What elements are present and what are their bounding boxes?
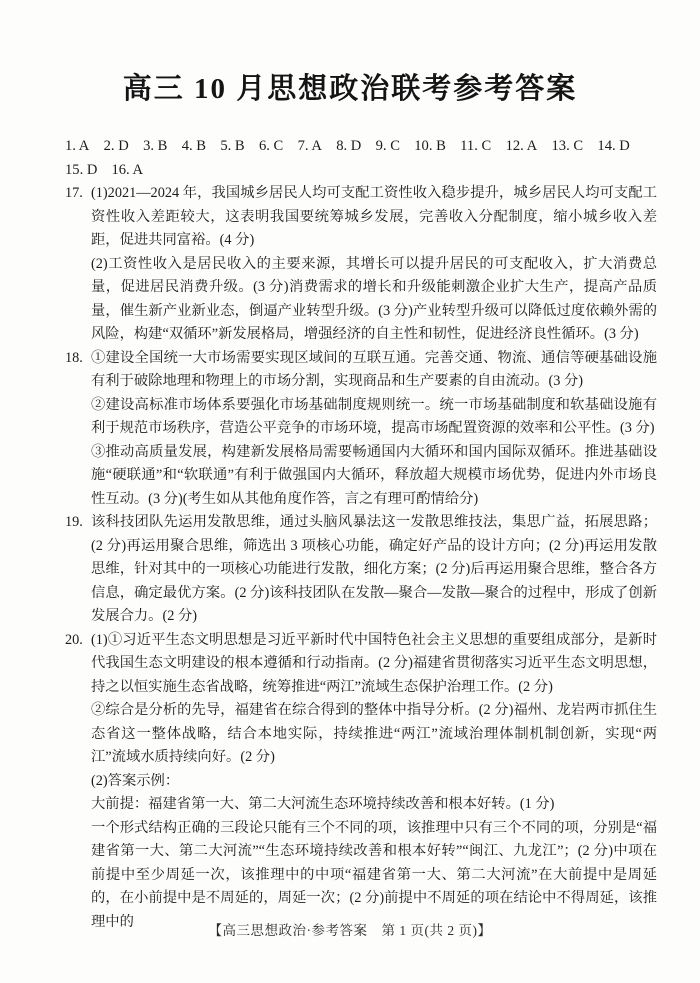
answer-item: 16. A [111,161,144,178]
question-number: 18. [65,349,83,366]
answer-paragraph: ③推动高质量发展，构建新发展格局需要畅通国内大循环和国内国际双循环。推进基础设施“硬联通”和“软联通”有利于做强国内大循环，释放超大规模市场优势，促进内外市场良性互动。(3 分)(考生如从其他角度作答，言之有理可酌情给分) [91,443,657,507]
answer-item: 5. B [220,138,245,154]
answer-paragraph: 一个形式结构正确的三段论只能有三个不同的项，该推理中只有三个不同的项，分别是“福建省第一大、第二大河流”“生态环境持续改善和根本好转”“闽江、九龙江”；(2 分)中项在前提中至少周延一次，该推理中的中项“福建省第一大、第二大河流”在大前提中是周延的，在小前提中是不周延的，周延一次；(2 分)前提中不周延的项在结论中不得周延，该推理中的 [91,819,657,930]
answer-item: 7. A [297,138,322,154]
answer-item: 3. B [143,138,168,154]
answer-paragraph: (2)答案示例： [91,772,180,789]
answer-paragraph: 大前提：福建省第一大、第二大河流生态环境持续改善和根本好转。(1 分) [91,796,555,812]
answer-paragraph: ②建设高标准市场体系要强化市场基础制度规则统一。统一市场基础制度和软基础设施有利于规范市场秩序，营造公平竞争的市场环境，提高市场配置资源的效率和公平性。(3 分) [91,396,657,436]
answer-item: 4. B [181,138,207,154]
question-18 [65,347,657,512]
answer-item: 1. A [65,138,90,154]
page-title: 高三 10 月思想政治联考参考答案 [122,73,578,105]
question-number: 19. [65,514,83,530]
answer-item: 10. B [414,138,446,154]
answer-item: 8. D [336,138,362,154]
question-number: 17. [65,185,83,201]
answer-item: 15. D [65,161,98,178]
page-footer: 【高三思想政治·参考答案 第 1 页(共 2 页)】 [208,923,492,938]
answer-item: 12. A [505,138,538,154]
answer-item: 6. C [258,138,284,154]
answer-item: 14. D [597,138,630,154]
answer-paragraph: (1)①习近平生态文明思想是习近平新时代中国特色社会主义思想的重要组成部分，是新时代我国生态文明建设的根本遵循和行动指南。(2 分)福建省贯彻落实习近平生态文明思想，持之以恒实施生态省战略，统筹推进“两江”流域生态保护治理工作。(2 分) [91,631,657,695]
answer-item: 11. C [460,138,492,154]
choice-answers-row-2 [65,159,630,183]
question-20 [65,629,657,935]
choice-answers [65,135,630,182]
answers-body [65,182,657,934]
answer-paragraph: (1)2021—2024 年，我国城乡居民人均可支配工资性收入稳步提升，城乡居民人均可支配工资性收入差距较大，这表明我国要统筹城乡发展，完善收入分配制度，缩小城乡收入差距，促进共同富裕。(4 分) [91,185,657,248]
answer-item: 9. C [375,138,400,154]
question-19 [65,511,657,629]
answer-paragraph: 该科技团队先运用发散思维，通过头脑风暴法这一发散思维技法，集思广益，拓展思路；(2 分)再运用聚合思维，筛选出 3 项核心功能，确定好产品的设计方向；(2 分)再运用发散思维，针对其中的一项核心功能进行发散，细化方案；(2 分)后再运用聚合思维，整合各方信息，确定最优方案。(2 分)该科技团队在发散—聚合—发散—聚合的过程中，形成了创新发展合力。(2 分) [91,514,657,624]
question-17 [65,182,657,347]
answer-paragraph: (2)工资性收入是居民收入的主要来源，其增长可以提升居民的可支配收入，扩大消费总量，促进居民消费升级。(3 分)消费需求的增长和升级能刺激企业扩大生产，提高产品质量，催生新产业新业态，倒逼产业转型升级。(3 分)产业转型升级可以降低过度依赖外需的风险，构建“双循环”新发展格局，增强经济的自主性和韧性，促进经济良性循环。(3 分) [91,255,657,342]
answer-paragraph: ②综合是分析的先导，福建省在综合得到的整体中指导分析。(2 分)福州、龙岩两市抓住生态省这一整体战略，结合本地实际，持续推进“两江”流域治理体制机制创新，实现“两江”流域水质持续向好。(2 分) [91,702,657,765]
question-number: 20. [65,631,83,648]
choice-answers-row-1 [65,135,630,159]
answer-paragraph: ①建设全国统一大市场需要实现区域间的互联互通。完善交通、物流、通信等硬基础设施有利于破除地理和物理上的市场分割，实现商品和生产要素的自由流动。(3 分) [91,349,657,389]
answer-item: 13. C [551,138,584,154]
answer-item: 2. D [103,138,129,154]
